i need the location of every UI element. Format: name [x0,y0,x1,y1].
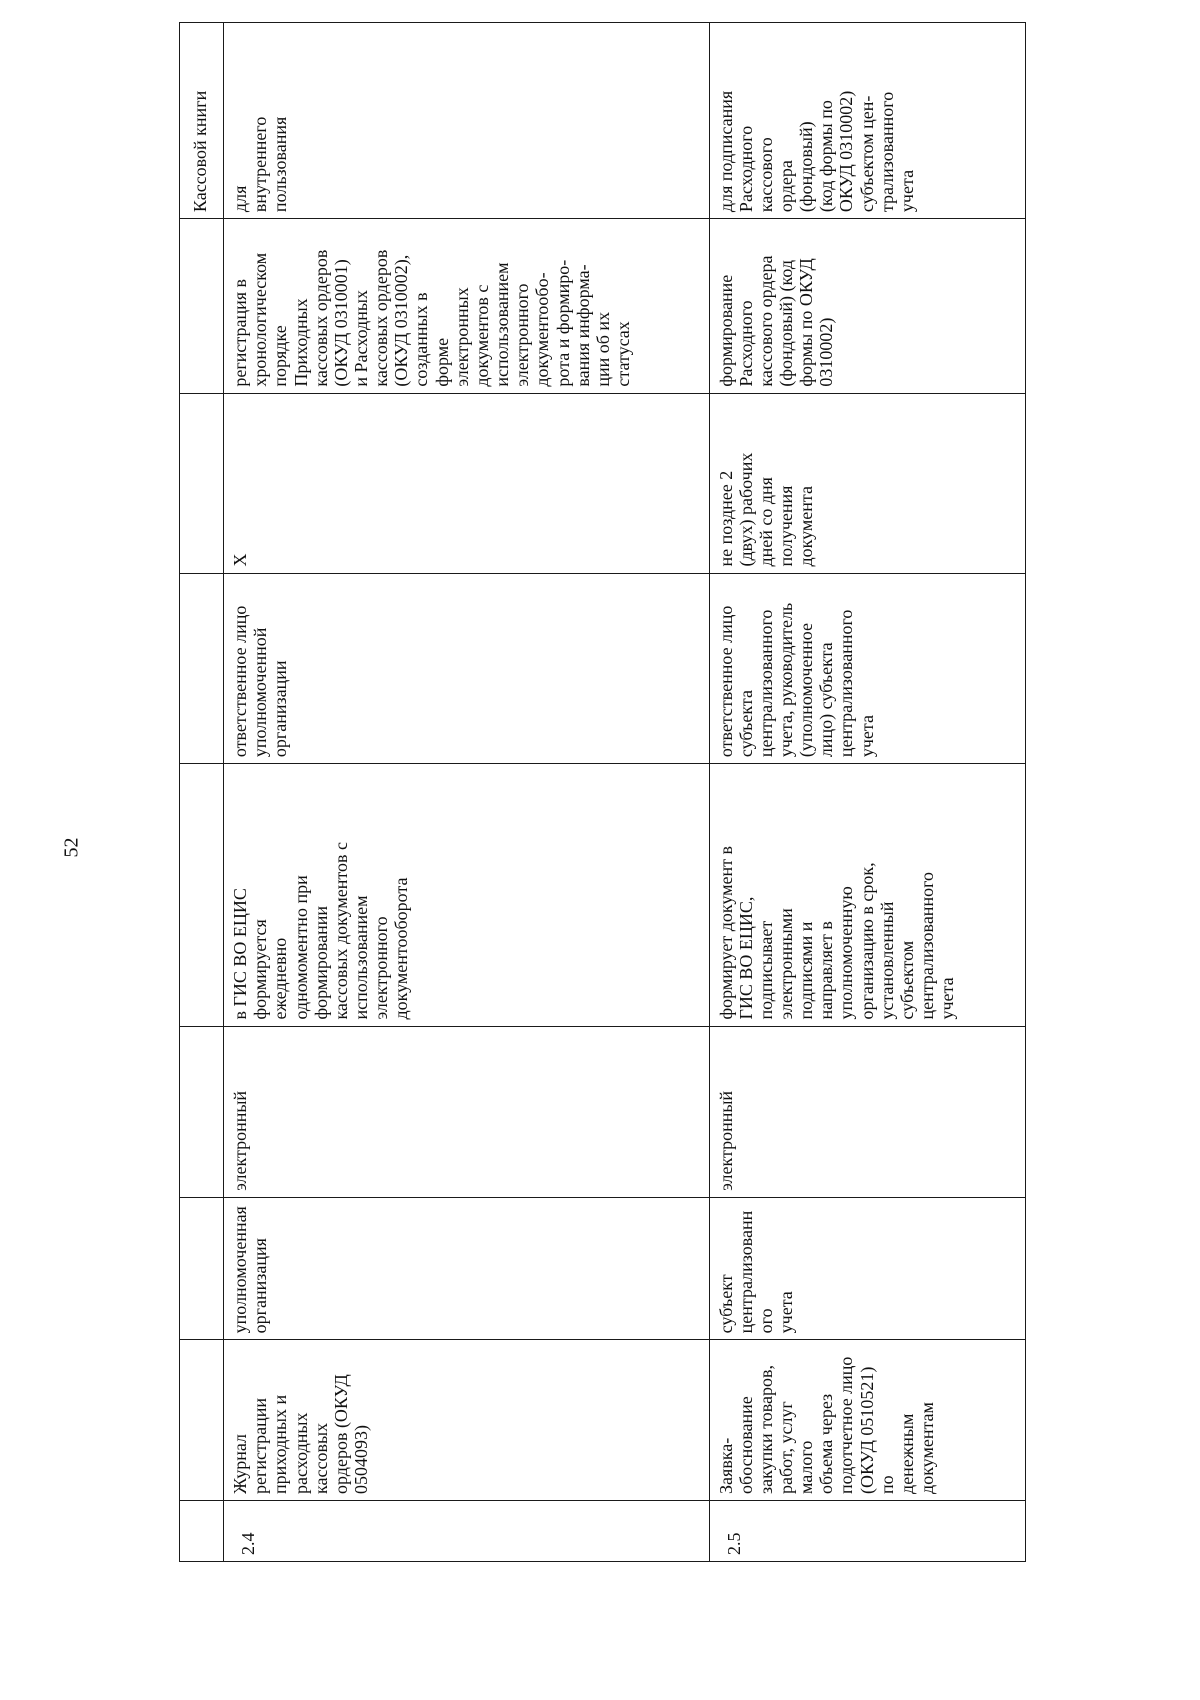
format-cell [224,1026,709,1197]
document-name: Заявка-обоснование закупки товаров, работ, услуг малого объема через подотчетное лицо (ОКУД 0510521) по денежным документам [715,1356,938,1494]
deadline-cell [224,393,709,573]
header-cell-format [180,1026,224,1197]
header-cell-signer [180,573,224,764]
procedure-text: формирует документ в ГИС ВО ЕЦИС, подписывает электронными подписями и направляет в уполномоченную организацию в срок, установленный субъектом централизованного учета [715,845,958,1020]
row-number: 2.4 [238,1532,259,1555]
action-text: формирование Расходного кассового ордера (фондовый) (код формы по ОКУД 0310002) [715,255,837,387]
table-row [709,23,1026,1562]
document-cell [709,1340,1026,1501]
header-cell-procedure [180,764,224,1026]
purpose-text: для подписания Расходного кассового ордера (фондовый) (код формы по ОКУД 0310002) субъектом цен- трализованного учета [715,90,917,213]
table-container [179,22,1026,1562]
procedure-cell [709,764,1026,1026]
responsible-org: уполномоченная организация [230,1206,271,1334]
responsible-org: субъект централизованного учета [715,1210,796,1334]
header-cell-document [180,1340,224,1501]
purpose-cell [224,23,709,219]
action-cell [709,219,1026,394]
header-cell-responsible-org [180,1197,224,1339]
page-number: 52 [60,837,83,858]
document-format: электронный [230,1090,251,1191]
procedure-cell [224,764,709,1026]
document-format: электронный [715,1090,736,1191]
deadline-text: не позднее 2 (двух) рабочих дней со дня получения документа [715,452,817,567]
action-text: регистрация в хронологическом порядке Приходных кассовых ордеров (ОКУД 0310001) и Расходных кассовых ордеров (ОКУД 0310002), созданных в форме электронных документов с использованием электронного документообо- рота и формиро- вания информа- ции об их статусах [230,249,633,387]
document-table [179,22,1026,1562]
signer-cell [709,573,1026,764]
row-number: 2.5 [723,1532,744,1555]
rotated-table-frame [179,22,1026,1562]
document-name: Журнал регистрации приходных и расходных кассовых ордеров (ОКУД 0504093) [230,1374,371,1494]
deadline-text: X [230,553,251,567]
procedure-text: в ГИС ВО ЕЦИС формируется ежедневно одномоментно при формировании кассовых документов с использованием электронного документооборота [230,841,412,1020]
deadline-cell [709,393,1026,573]
action-cell [224,219,709,394]
purpose-cell [709,23,1026,219]
header-label-cash-book: Кассовой книги [190,90,210,213]
header-cell-purpose [180,23,224,219]
signer-text: ответственное лицо уполномоченной организации [230,605,291,758]
signer-cell [224,573,709,764]
format-cell [709,1026,1026,1197]
signer-text: ответственное лицо субъекта централизованного учета, руководитель (уполномоченное лицо) субъекта централизованного учета [715,602,877,758]
header-cell-action [180,219,224,394]
table-header-row [180,23,224,1562]
header-cell-num [180,1500,224,1561]
document-cell [224,1340,709,1501]
responsible-org-cell [224,1197,709,1339]
responsible-org-cell [709,1197,1026,1339]
purpose-text: для внутреннего пользования [230,116,291,213]
header-cell-deadline [180,393,224,573]
table-row [224,23,709,1562]
row-number-cell [224,1500,709,1561]
row-number-cell [709,1500,1026,1561]
